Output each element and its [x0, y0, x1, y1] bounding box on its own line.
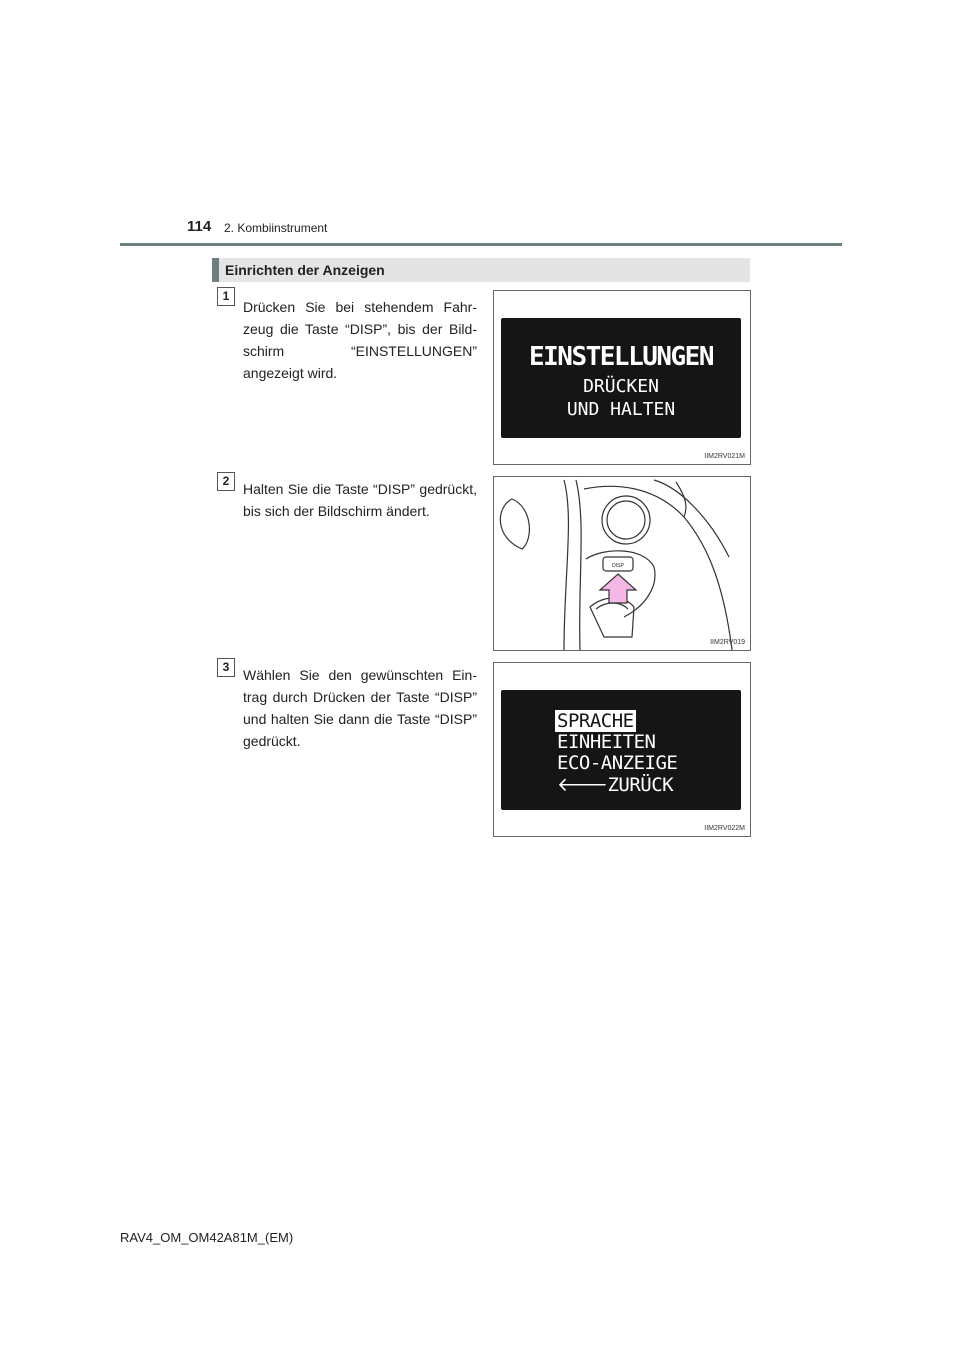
- footer-doc-code: RAV4_OM_OM42A81M_(EM): [120, 1230, 294, 1245]
- arrow-left-icon: 🡐: [557, 774, 608, 796]
- figure-code: IIM2RV019: [710, 639, 745, 646]
- figure-settings-screen: [493, 290, 751, 465]
- menu-item: EINHEITEN: [557, 731, 656, 753]
- step-2-text: Halten Sie die Taste “DISP” gedrückt, bis sich der Bildschirm ändert.: [243, 481, 477, 519]
- display-screen: [501, 690, 741, 810]
- chapter-title: 2. Kombiinstrument: [224, 221, 328, 235]
- step-number-3: 3: [217, 658, 235, 677]
- menu-item-selected: SPRACHE: [557, 710, 634, 732]
- section-heading: [212, 258, 750, 282]
- menu-item: ECO-ANZEIGE: [557, 752, 678, 774]
- screen-heading: EINSTELLUNGEN: [529, 342, 713, 372]
- section-title: Einrichten der Anzeigen: [225, 262, 385, 278]
- disp-button-label: DISP: [612, 563, 624, 569]
- figure-steering-wheel: [493, 476, 751, 651]
- step-number-1: 1: [217, 287, 235, 306]
- step-1-text: Drücken Sie bei stehendem Fahr-zeug die Taste “DISP”, bis der Bild-schirm “EINSTELLUNGEN” angezeigt wird.: [243, 299, 477, 381]
- steering-wheel-illustration: [494, 477, 750, 650]
- page-number: 114: [187, 218, 212, 235]
- figure-menu-screen: [493, 662, 751, 837]
- step-number-2: 2: [217, 472, 235, 491]
- header-divider: [120, 243, 842, 246]
- display-screen: [501, 318, 741, 438]
- figure-code: IIM2RV022M: [704, 825, 745, 832]
- menu-item-back: [557, 773, 673, 796]
- step-3-text: Wählen Sie den gewünschten Ein-trag durch Drücken der Taste “DISP” und halten Sie dann die Taste “DISP” gedrückt.: [243, 667, 477, 749]
- figure-code: IIM2RV021M: [704, 453, 745, 460]
- section-accent-bar: [212, 258, 219, 282]
- screen-line-3: UND HALTEN: [566, 399, 676, 420]
- screen-line-2: DRÜCKEN: [583, 376, 659, 397]
- menu-item-back-label: ZURÜCK: [607, 774, 674, 796]
